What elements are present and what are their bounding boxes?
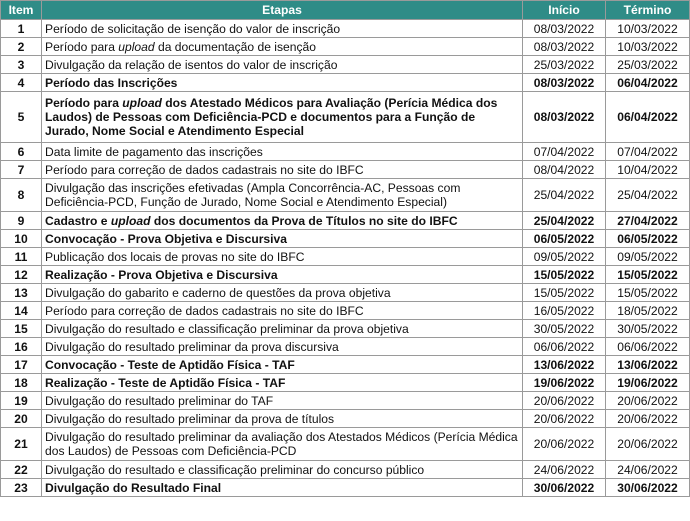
row-etapa <box>42 56 523 74</box>
row-termino: 30/05/2022 <box>606 320 690 338</box>
etapa-text: Divulgação do Resultado Final <box>45 480 222 495</box>
row-etapa <box>42 410 523 428</box>
table-row <box>1 392 690 410</box>
row-etapa <box>42 179 523 212</box>
row-item-number: 21 <box>1 428 42 461</box>
row-termino: 27/04/2022 <box>606 212 690 230</box>
row-etapa <box>42 92 523 143</box>
header-inicio: Início <box>523 1 606 20</box>
header-item: Item <box>1 1 42 20</box>
row-inicio: 15/05/2022 <box>523 284 606 302</box>
row-etapa <box>42 161 523 179</box>
row-termino: 09/05/2022 <box>606 248 690 266</box>
row-termino: 20/06/2022 <box>606 410 690 428</box>
etapa-italic-text: upload <box>118 39 155 54</box>
row-termino: 06/05/2022 <box>606 230 690 248</box>
row-inicio: 08/03/2022 <box>523 20 606 38</box>
header-termino: Término <box>606 1 690 20</box>
row-inicio: 08/03/2022 <box>523 92 606 143</box>
row-etapa <box>42 266 523 284</box>
etapa-text: Publicação dos locais de provas no site do IBFC <box>45 249 305 264</box>
etapa-text: Período de solicitação de isenção do valor de inscrição <box>45 21 341 36</box>
row-etapa <box>42 479 523 497</box>
table-row <box>1 374 690 392</box>
row-termino: 15/05/2022 <box>606 284 690 302</box>
etapa-text: Data limite de pagamento das inscrições <box>45 144 263 159</box>
row-item-number: 11 <box>1 248 42 266</box>
etapa-text: Divulgação do resultado preliminar da avaliação dos Atestados Médicos (Perícia Médica dos Laudos) de Pessoas com Deficiência-PCD <box>45 430 518 458</box>
etapa-text: Realização - Teste de Aptidão Física - TAF <box>45 375 286 390</box>
row-etapa <box>42 374 523 392</box>
row-etapa <box>42 320 523 338</box>
row-item-number: 2 <box>1 38 42 56</box>
row-termino: 25/03/2022 <box>606 56 690 74</box>
row-item-number: 12 <box>1 266 42 284</box>
row-inicio: 08/04/2022 <box>523 161 606 179</box>
etapa-text-continued: da documentação de isenção <box>154 39 316 54</box>
row-item-number: 14 <box>1 302 42 320</box>
row-etapa <box>42 428 523 461</box>
row-inicio: 08/03/2022 <box>523 74 606 92</box>
row-etapa <box>42 392 523 410</box>
etapa-text: Divulgação do resultado e classificação preliminar da prova objetiva <box>45 321 409 336</box>
row-inicio: 06/05/2022 <box>523 230 606 248</box>
etapa-text: Realização - Prova Objetiva e Discursiva <box>45 267 278 282</box>
row-termino: 10/03/2022 <box>606 38 690 56</box>
table-row <box>1 143 690 161</box>
etapa-text-continued: dos Atestado Médicos para Avaliação (Perícia Médica dos Laudos) de Pessoas com Deficiência-PCD e documentos para a Função de Jurado, Nome Social e Atendimento Especial <box>45 96 498 138</box>
etapa-text: Período para <box>45 96 123 110</box>
row-inicio: 07/04/2022 <box>523 143 606 161</box>
row-item-number: 22 <box>1 461 42 479</box>
etapa-text: Período para <box>45 39 119 54</box>
table-body <box>1 20 690 497</box>
row-termino: 20/06/2022 <box>606 428 690 461</box>
row-termino: 24/06/2022 <box>606 461 690 479</box>
row-inicio: 30/05/2022 <box>523 320 606 338</box>
table-row <box>1 338 690 356</box>
etapa-text: Período para correção de dados cadastrais no site do IBFC <box>45 303 364 318</box>
row-termino: 10/03/2022 <box>606 20 690 38</box>
row-etapa <box>42 338 523 356</box>
row-inicio: 25/03/2022 <box>523 56 606 74</box>
row-item-number: 23 <box>1 479 42 497</box>
row-etapa <box>42 74 523 92</box>
etapa-text: Divulgação das inscrições efetivadas (Ampla Concorrência-AC, Pessoas com Deficiência-PCD, Função de Jurado, Nome Social e Atendimento Especial) <box>45 181 461 209</box>
table-row <box>1 266 690 284</box>
row-termino: 15/05/2022 <box>606 266 690 284</box>
row-termino: 06/04/2022 <box>606 74 690 92</box>
etapa-text: Divulgação do resultado preliminar da prova de títulos <box>45 411 335 426</box>
etapa-text: Período das Inscrições <box>45 75 178 90</box>
row-item-number: 13 <box>1 284 42 302</box>
row-item-number: 20 <box>1 410 42 428</box>
etapa-text: Divulgação da relação de isentos do valor de inscrição <box>45 57 338 72</box>
row-termino: 07/04/2022 <box>606 143 690 161</box>
table-row <box>1 161 690 179</box>
row-termino: 13/06/2022 <box>606 356 690 374</box>
etapa-italic-text: upload <box>110 213 151 228</box>
etapa-text: Divulgação do gabarito e caderno de questões da prova objetiva <box>45 285 391 300</box>
row-inicio: 25/04/2022 <box>523 212 606 230</box>
table-row <box>1 74 690 92</box>
row-inicio: 25/04/2022 <box>523 179 606 212</box>
row-inicio: 20/06/2022 <box>523 392 606 410</box>
row-inicio: 16/05/2022 <box>523 302 606 320</box>
row-etapa <box>42 284 523 302</box>
row-item-number: 5 <box>1 92 42 143</box>
row-item-number: 16 <box>1 338 42 356</box>
row-termino: 18/05/2022 <box>606 302 690 320</box>
row-item-number: 4 <box>1 74 42 92</box>
etapa-text: Divulgação do resultado preliminar da prova discursiva <box>45 339 339 354</box>
table-row <box>1 38 690 56</box>
table-row <box>1 356 690 374</box>
table-row <box>1 212 690 230</box>
row-inicio: 24/06/2022 <box>523 461 606 479</box>
row-item-number: 6 <box>1 143 42 161</box>
row-termino: 06/04/2022 <box>606 92 690 143</box>
row-termino: 20/06/2022 <box>606 392 690 410</box>
row-item-number: 7 <box>1 161 42 179</box>
etapa-text: Cadastro e <box>45 213 111 228</box>
table-row <box>1 20 690 38</box>
row-item-number: 15 <box>1 320 42 338</box>
header-etapas: Etapas <box>42 1 523 20</box>
row-etapa <box>42 461 523 479</box>
table-row <box>1 248 690 266</box>
row-etapa <box>42 38 523 56</box>
row-etapa <box>42 143 523 161</box>
table-row <box>1 92 690 143</box>
row-inicio: 08/03/2022 <box>523 38 606 56</box>
table-row <box>1 461 690 479</box>
etapa-text: Divulgação do resultado e classificação preliminar do concurso público <box>45 462 425 477</box>
etapa-text: Período para correção de dados cadastrais no site do IBFC <box>45 162 364 177</box>
row-inicio: 09/05/2022 <box>523 248 606 266</box>
table-header-row <box>1 1 690 20</box>
etapa-text: Divulgação do resultado preliminar do TAF <box>45 393 274 408</box>
table-row <box>1 56 690 74</box>
row-termino: 19/06/2022 <box>606 374 690 392</box>
etapa-text-continued: dos documentos da Prova de Títulos no site do IBFC <box>150 213 458 228</box>
row-item-number: 8 <box>1 179 42 212</box>
row-inicio: 15/05/2022 <box>523 266 606 284</box>
etapa-text: Convocação - Teste de Aptidão Física - TAF <box>45 357 295 372</box>
row-etapa <box>42 230 523 248</box>
row-inicio: 30/06/2022 <box>523 479 606 497</box>
table-row <box>1 230 690 248</box>
row-inicio: 20/06/2022 <box>523 428 606 461</box>
row-etapa <box>42 20 523 38</box>
row-item-number: 9 <box>1 212 42 230</box>
row-item-number: 1 <box>1 20 42 38</box>
table-row <box>1 179 690 212</box>
row-termino: 06/06/2022 <box>606 338 690 356</box>
row-item-number: 19 <box>1 392 42 410</box>
row-item-number: 17 <box>1 356 42 374</box>
row-etapa <box>42 212 523 230</box>
table-row <box>1 320 690 338</box>
row-etapa <box>42 248 523 266</box>
row-inicio: 19/06/2022 <box>523 374 606 392</box>
row-item-number: 3 <box>1 56 42 74</box>
table-row <box>1 479 690 497</box>
table-row <box>1 410 690 428</box>
table-row <box>1 284 690 302</box>
table-row <box>1 428 690 461</box>
etapa-text: Convocação - Prova Objetiva e Discursiva <box>45 231 287 246</box>
row-inicio: 13/06/2022 <box>523 356 606 374</box>
row-inicio: 20/06/2022 <box>523 410 606 428</box>
row-inicio: 06/06/2022 <box>523 338 606 356</box>
row-item-number: 18 <box>1 374 42 392</box>
row-etapa <box>42 302 523 320</box>
table-row <box>1 302 690 320</box>
etapa-italic-text: upload <box>122 96 162 110</box>
row-termino: 25/04/2022 <box>606 179 690 212</box>
row-termino: 10/04/2022 <box>606 161 690 179</box>
row-termino: 30/06/2022 <box>606 479 690 497</box>
row-etapa <box>42 356 523 374</box>
row-item-number: 10 <box>1 230 42 248</box>
